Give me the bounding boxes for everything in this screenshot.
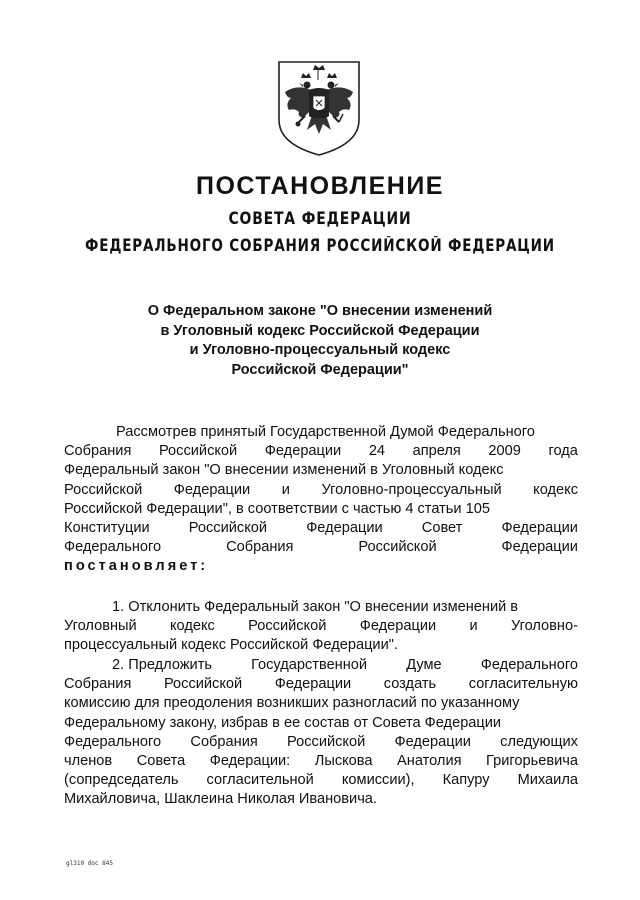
word: Российской [287,733,366,750]
resolution-item-2 [64,656,578,810]
preamble-paragraph [64,423,578,577]
word: комиссии), [341,772,415,789]
body-line [64,771,578,790]
word: Российской [188,520,268,537]
body-line [64,538,578,557]
document-footer-code: gl310 doc 845 [66,860,113,867]
body-line [64,656,578,675]
word: 2009 [488,443,521,460]
word: Федерации [173,481,251,498]
word: членов [64,753,113,770]
subject-line: О Федеральном законе "О внесении изменений [147,303,493,319]
word: кодекс [170,618,215,635]
word: Российской [248,618,327,635]
body-line: 1. Отклонить Федеральный закон "О внесении изменений в [112,599,519,615]
body-line [64,481,578,500]
word: Федерального [480,657,578,673]
document-subtitle-council: СОВЕТА ФЕДЕРАЦИИ [228,209,412,229]
word: согласительной [206,772,314,789]
word: Уголовно- [510,618,578,635]
body-line: Михайловича, Шаклеина Николая Ивановича. [64,791,377,808]
subject-line: в Уголовный кодекс Российской Федерации [160,322,480,339]
word: Собрания [226,539,294,556]
word: Думе [406,657,442,673]
word: года [548,443,578,460]
word: Федерального [64,733,162,750]
word: Анатолия [397,753,462,770]
word: Российской [158,443,238,460]
body-line: Федеральному закону, избрав в ее состав от Совета Федерации [64,714,502,731]
body-line: Рассмотрев принятый Государственной Думой Федерального [116,424,535,440]
word: Совет [421,520,463,537]
body-line [64,442,578,461]
body-line: комиссию для преодоления возникших разногласий по указанному [64,695,520,712]
word: кодекс [533,481,578,498]
word: Российской [163,676,243,693]
body-line: Федеральный закон "О внесении изменений в Уголовный кодекс [64,462,504,479]
word: Совета [136,753,186,770]
word: апреля [412,443,461,460]
word: Лыскова [314,753,373,770]
word: Федерации [501,539,578,556]
word: согласительную [468,676,578,693]
body-line [64,752,578,771]
word: Уголовный [64,618,137,635]
word: Конституции [64,520,150,537]
document-subtitle-assembly: ФЕДЕРАЛЬНОГО СОБРАНИЯ РОССИЙСКОЙ ФЕДЕРАЦИИ [85,236,555,255]
body-line [64,733,578,752]
word: 24 [368,443,386,460]
word: Собрания [64,676,132,693]
word: Михаила [517,772,578,789]
word: Федерального [64,539,162,556]
word: Федерации [306,520,383,537]
subject-line: и Уголовно-процессуальный кодекс [189,342,451,358]
resolves-word: постановляет: [64,558,209,575]
word: Федерации [359,618,437,635]
word: Уголовно-процессуальный [321,481,502,498]
word: Федерации [394,733,471,750]
word: Российской [64,481,143,498]
word: Федерации: [209,753,291,770]
word: Григорьевича [486,753,578,770]
document-title: ПОСТАНОВЛЕНИЕ [196,172,444,200]
word: и [469,618,478,635]
word: Капуру [442,772,490,789]
word: Федерации [264,443,342,460]
word: Федерации [501,520,578,537]
resolution-subject [60,302,580,380]
word: Российской [358,539,437,556]
body-line [64,617,578,636]
word: создать [383,676,437,693]
word: 2. Предложить [112,657,212,673]
body-line [64,519,578,538]
word: Федерации [274,676,352,693]
subject-line: Российской Федерации" [231,361,409,378]
word: Государственной [251,657,368,673]
resolution-item-1 [64,598,578,656]
body-line: Российской Федерации", в соответствии с частью 4 статьи 105 [64,500,490,517]
word: следующих [500,733,578,750]
word: Собрания [64,443,132,460]
body-line [64,675,578,694]
body-line: процессуальный кодекс Российской Федерации". [64,637,398,654]
word: и [281,481,290,498]
word: (сопредседатель [64,772,179,789]
russian-coat-of-arms-icon [271,58,367,158]
word: Собрания [190,733,258,750]
